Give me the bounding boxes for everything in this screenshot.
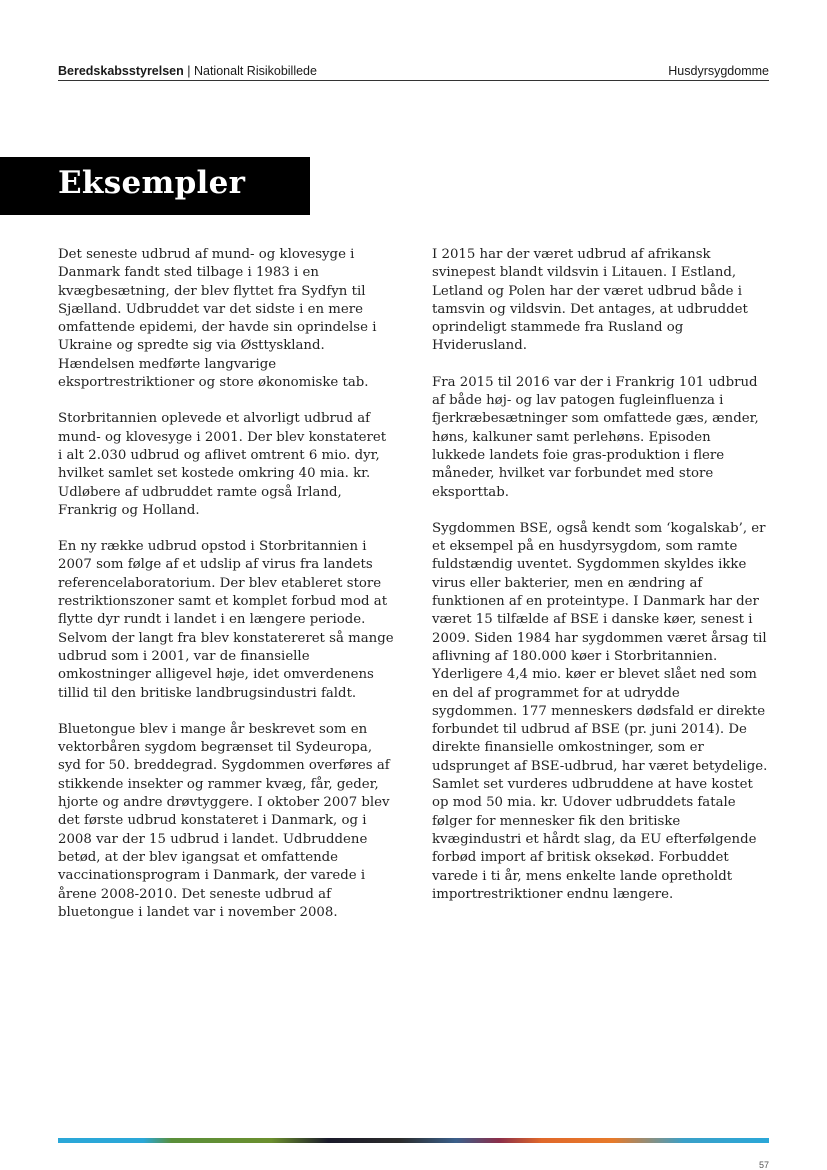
header-separator: | — [183, 64, 194, 78]
page-number: 57 — [758, 1160, 769, 1170]
paragraph: Storbritannien oplevede et alvorligt udbrud af mund- og klovesyge i 2001. Der blev konstateret i alt 2.030 udbrud og aflivet omtrent 6 mio. dyr, hvilket samlet set kostede omkring 40 mia. kr. Udløbere af udbruddet ramte også Irland, Frankrig og Holland. — [58, 411, 387, 518]
right-column — [432, 246, 768, 922]
paragraph: I 2015 har der været udbrud af afrikansk svinepest blandt vildsvin i Litauen. I Estland, Letland og Polen har der været udbrud både i tamsvin og vildsvin. Det antages, at udbruddet oprindeligt stammede fra Rusland og Hviderusland. — [432, 247, 748, 354]
paragraph: Det seneste udbrud af mund- og klovesyge i Danmark fandt sted tilbage i 1983 i en kvægbesætning, der blev flyttet fra Sydfyn til Sjælland. Udbruddet var det sidste i en mere omfattende epidemi, der havde sin oprindelse i Ukraine og spredte sig via Østtyskland. Hændelsen medførte langvarige eksportrestriktioner og store økonomiske tab. — [58, 247, 377, 391]
section-title-bar — [0, 157, 310, 215]
header-org: Beredskabsstyrelsen — [58, 64, 184, 78]
header-section: Husdyrsygdomme — [668, 64, 769, 78]
running-header — [58, 60, 769, 82]
header-rule — [58, 80, 769, 81]
left-column — [58, 246, 394, 940]
paragraph: Sygdommen BSE, også kendt som ‘kogalskab’, er et eksempel på en husdyrsygdom, som ramte fuldstændig uventet. Sygdommen skyldes ikke virus eller bakterier, men en ændring af funktionen af en proteintype. I Danmark har der været 15 tilfælde af BSE i danske køer, senest i 2009. Siden 1984 har sygdommen været årsag til aflivning af 180.000 køer i Storbritannien. Yderligere 4,4 mio. køer er blevet slået ned som en del af programmet for at udrydde sygdommen. 177 menneskers dødsfald er direkte forbundet til udbrud af BSE (pr. juni 2014). De direkte finansielle omkostninger, som er udsprunget af BSE-udbrud, har været betydelige. Samlet set vurderes udbruddene at have kostet op mod 50 mia. kr. Udover udbruddets fatale følger for mennesker fik den britiske kvægindustri et hårdt slag, da EU efterfølgende forbød import af britisk oksekød. Forbuddet varede i ti år, mens enkelte lande opretholdt importrestriktioner endnu længere. — [432, 520, 768, 902]
paragraph: En ny række udbrud opstod i Storbritannien i 2007 som følge af et udslip af virus fra landets referencelaboratorium. Der blev etableret store restriktionszoner samt et komplet forbud mod at flytte dyr rundt i landet i en længere periode. Selvom der langt fra blev konstatereret så mange udbrud som i 2001, var de finansielle omkostninger alligevel høje, idet omverdenens tillid til den britiske landbrugsindustri faldt. — [58, 539, 394, 701]
footer-color-bar — [58, 1138, 769, 1143]
header-left — [58, 64, 317, 78]
paragraph: Bluetongue blev i mange år beskrevet som en vektorbåren sygdom begrænset til Sydeuropa, syd for 50. breddegrad. Sygdommen overføres af stikkende insekter og rammer kvæg, får, geder, hjorte og andre drøvtyggere. I oktober 2007 blev det første udbrud konstateret i Danmark, og i 2008 var der 15 udbrud i landet. Udbruddene betød, at der blev igangsat et omfattende vaccinationsprogram i Danmark, der varede i årene 2008-2010. Det seneste udbrud af bluetongue i landet var i november 2008. — [58, 721, 390, 920]
paragraph: Fra 2015 til 2016 var der i Frankrig 101 udbrud af både høj- og lav patogen fugleinfluenza i fjerkræbesætninger som omfattede gæs, ænder, høns, kalkuner samt perlehøns. Episoden lukkede landets foie gras-produktion i flere måneder, hvilket var forbundet med store eksporttab. — [432, 374, 759, 500]
section-title: Eksempler — [58, 165, 246, 201]
header-report: Nationalt Risikobillede — [193, 64, 317, 78]
